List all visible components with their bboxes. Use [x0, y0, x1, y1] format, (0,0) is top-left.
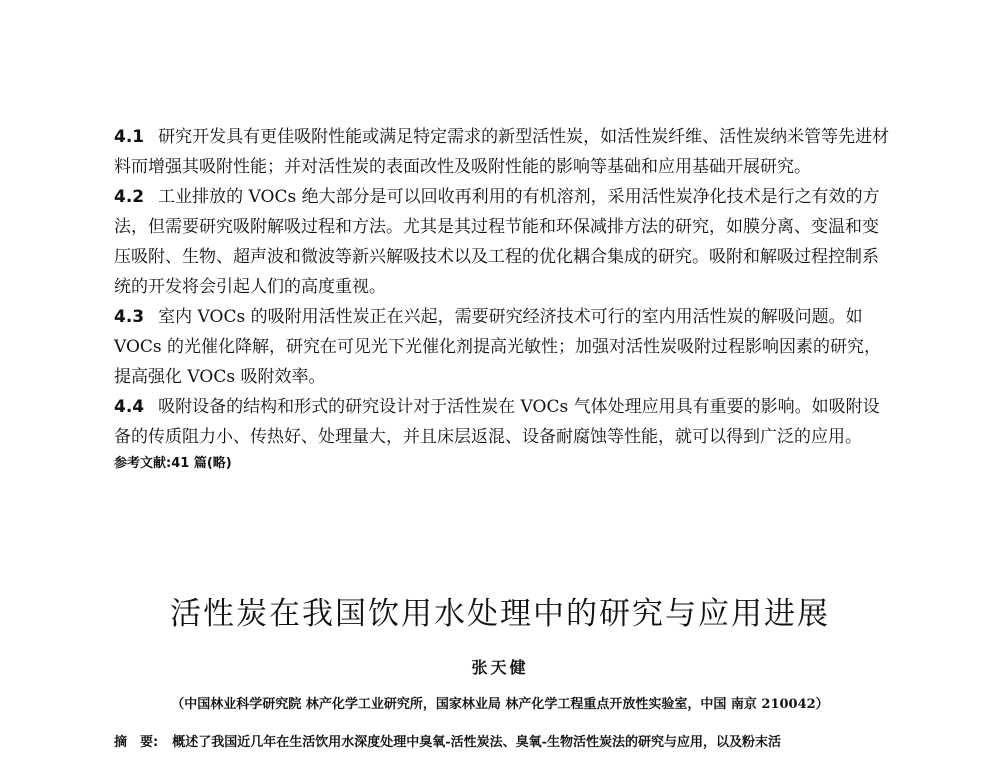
article-author: 张天健: [471, 658, 529, 677]
section-text: 工业排放的 VOCs 绝大部分是可以回收再利用的有机溶剂，采用活性炭净化技术是行之有效的方法，但需要研究吸附解吸过程和方法。尤其是其过程节能和环保减排方法的研究，如膜分离、变温和变压吸附、生物、超声波和微波等新兴解吸技术以及工程的优化耦合集成的研究。吸附和解吸过程控制系统的开发将会引起人们的高度重视。: [114, 187, 880, 297]
section-number: 4.3: [114, 307, 145, 327]
references-note: 参考文献:41 篇(略): [114, 456, 232, 471]
abstract-label: 摘 要:: [114, 735, 159, 750]
section-4-1: [114, 122, 890, 182]
abstract-text: 概述了我国近几年在生活饮用水深度处理中臭氧-活性炭法、臭氧-生物活性炭法的研究与应用，以及粉末活: [172, 735, 781, 750]
section-number: 4.1: [114, 127, 145, 147]
section-4-4: [114, 392, 890, 452]
section-4-2: [114, 182, 890, 302]
section-text: 室内 VOCs 的吸附用活性炭正在兴起，需要研究经济技术可行的室内用活性炭的解吸问题。如 VOCs 的光催化降解，研究在可见光下光催化剂提高光敏性；加强对活性炭吸附过程影响因素的研究，提高强化 VOCs 吸附效率。: [114, 307, 882, 387]
abstract: [114, 731, 914, 750]
body-text: [114, 122, 890, 452]
article-title: 活性炭在我国饮用水处理中的研究与应用进展: [170, 596, 830, 632]
section-text: 吸附设备的结构和形式的研究设计对于活性炭在 VOCs 气体处理应用具有重要的影响。如吸附设备的传质阻力小、传热好、处理量大，并且床层返混、设备耐腐蚀等性能，就可以得到广泛的应用。: [114, 397, 880, 447]
section-number: 4.4: [114, 397, 145, 417]
author-affiliation: （中国林业科学研究院 林产化学工业研究所，国家林业局 林产化学工程重点开放性实验室，中国 南京 210042）: [171, 697, 829, 712]
section-text: 研究开发具有更佳吸附性能或满足特定需求的新型活性炭，如活性炭纤维、活性炭纳米管等先进材料而增强其吸附性能；并对活性炭的表面改性及吸附性能的影响等基础和应用基础开展研究。: [114, 127, 890, 177]
section-number: 4.2: [114, 187, 145, 207]
section-4-3: [114, 302, 890, 392]
